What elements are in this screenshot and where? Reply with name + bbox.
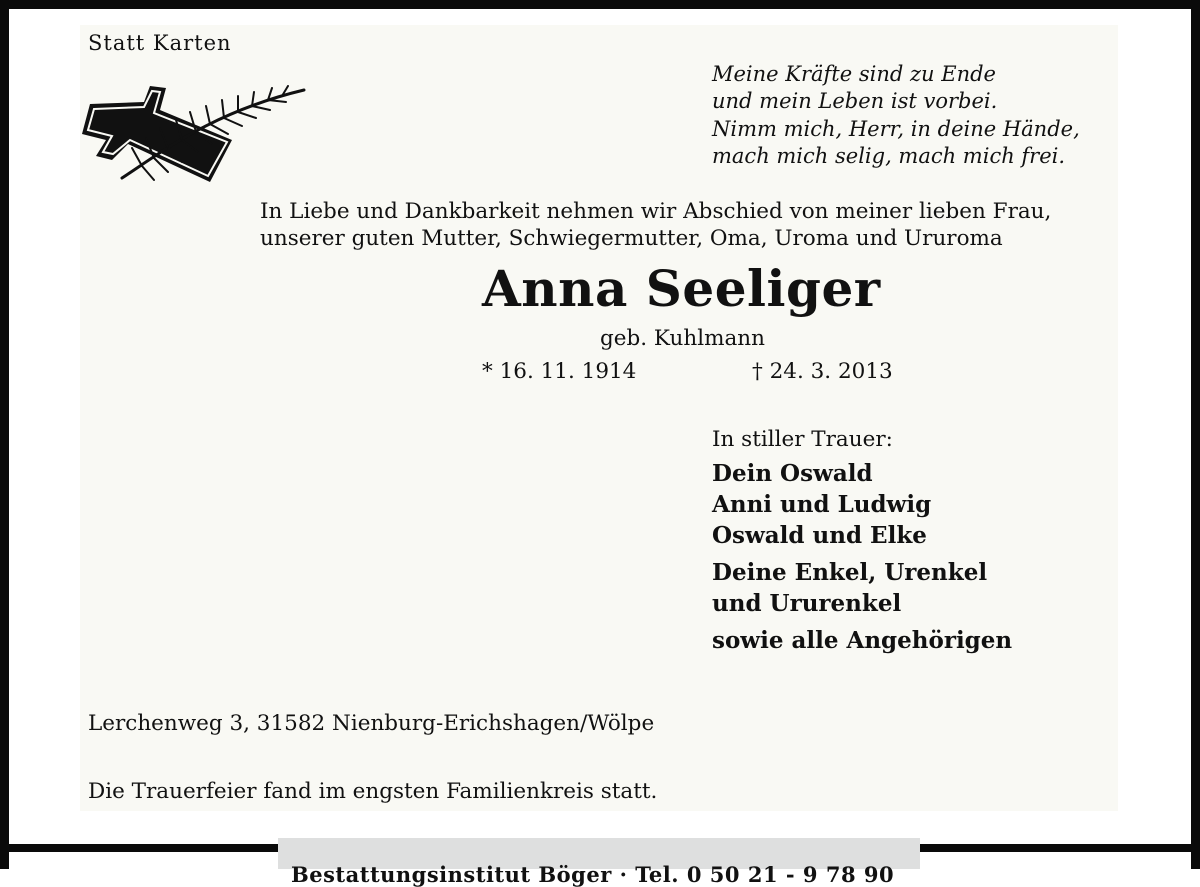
mourner-name: sowie alle Angehörigen bbox=[712, 627, 1013, 654]
mourners-heading: In stiller Trauer: bbox=[712, 427, 893, 452]
frame-left-border bbox=[0, 0, 9, 869]
mourner-name: Dein Oswald bbox=[712, 460, 873, 487]
address: Lerchenweg 3, 31582 Nienburg-Erichshagen/Wölpe bbox=[88, 711, 655, 736]
intro-line: In Liebe und Dankbarkeit nehmen wir Abschied von meiner lieben Frau, bbox=[260, 199, 1052, 224]
cross-palm-emblem bbox=[82, 82, 308, 186]
statt-karten-label: Statt Karten bbox=[88, 31, 232, 55]
funeral-home-footer: Bestattungsinstitut Böger · Tel. 0 50 21 - 9 78 90 bbox=[291, 862, 895, 887]
poem-line: und mein Leben ist vorbei. bbox=[712, 89, 998, 113]
mourner-name: Anni und Ludwig bbox=[712, 491, 932, 518]
death-date: † 24. 3. 2013 bbox=[752, 359, 893, 384]
birth-name: geb. Kuhlmann bbox=[600, 326, 765, 351]
funeral-note: Die Trauerfeier fand im engsten Familienkreis statt. bbox=[88, 779, 658, 804]
cross-icon bbox=[82, 86, 232, 182]
poem-line: Nimm mich, Herr, in deine Hände, bbox=[712, 117, 1080, 141]
mourner-name: Oswald und Elke bbox=[712, 522, 927, 549]
birth-date: * 16. 11. 1914 bbox=[482, 359, 637, 384]
frame-top-border bbox=[0, 0, 1200, 9]
poem-line: mach mich selig, mach mich frei. bbox=[712, 144, 1066, 168]
intro-line: unserer guten Mutter, Schwiegermutter, Oma, Uroma und Ururoma bbox=[260, 226, 1003, 251]
deceased-name: Anna Seeliger bbox=[482, 259, 881, 318]
poem-line: Meine Kräfte sind zu Ende bbox=[712, 62, 996, 86]
mourner-name: Deine Enkel, Urenkel bbox=[712, 559, 988, 586]
mourner-name: und Ururenkel bbox=[712, 590, 902, 617]
frame-right-border bbox=[1191, 0, 1200, 869]
